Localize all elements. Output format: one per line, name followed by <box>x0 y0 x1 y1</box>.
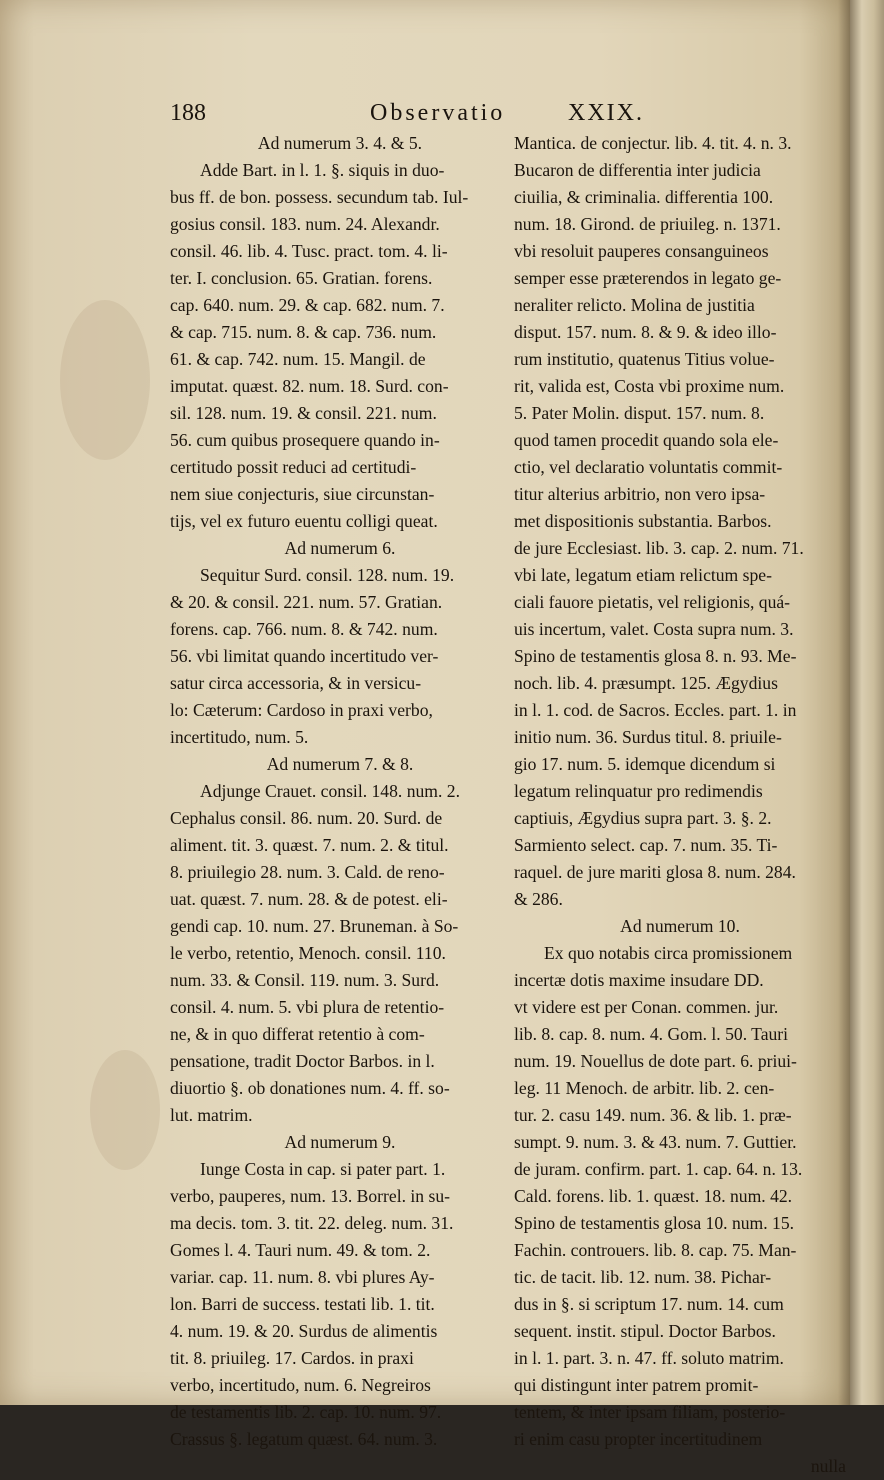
running-title: Observatio <box>370 100 506 126</box>
text-line: noch. lib. 4. præsumpt. 125. Ægydius <box>514 673 778 693</box>
page-number: 188 <box>170 100 206 126</box>
text-line: titur alterius arbitrio, non vero ipsa- <box>514 484 766 504</box>
text-line: captiuis, Ægydius supra part. 3. §. 2. <box>514 808 772 828</box>
text-line: in l. 1. part. 3. n. 47. ff. soluto matrim. <box>514 1348 784 1368</box>
observation-number: XXIX. <box>568 100 644 126</box>
section-heading: Ad numerum 7. & 8. <box>266 754 414 774</box>
text-line: uis incertum, valet. Costa supra num. 3. <box>514 619 794 639</box>
text-line: vbi late, legatum etiam relictum spe- <box>514 565 772 585</box>
text-line: in l. 1. cod. de Sacros. Eccles. part. 1. in <box>514 700 797 720</box>
text-line: quod tamen procedit quando sola ele- <box>514 430 779 450</box>
text-line: tijs, vel ex futuro euentu colligi queat. <box>170 511 438 531</box>
text-line: lo: Cæterum: Cardoso in praxi verbo, <box>170 700 433 720</box>
text-line: Adde Bart. in l. 1. §. siquis in duo- <box>200 160 445 180</box>
catchword: nulla <box>810 1456 846 1476</box>
text-line: 56. vbi limitat quando incertitudo ver- <box>170 646 439 666</box>
text-line: satur circa accessoria, & in versicu- <box>170 673 422 693</box>
text-line: uat. quæst. 7. num. 28. & de potest. eli- <box>170 889 448 909</box>
text-line: ter. I. conclusion. 65. Gratian. forens. <box>170 268 433 288</box>
text-line: ne, & in quo differat retentio à com- <box>170 1024 425 1044</box>
text-line: raquel. de jure mariti glosa 8. num. 284. <box>514 862 796 882</box>
text-line: Sarmiento select. cap. 7. num. 35. Ti- <box>514 835 778 855</box>
text-line: rit, valida est, Costa vbi proxime num. <box>514 376 785 396</box>
text-line: cap. 640. num. 29. & cap. 682. num. 7. <box>170 295 445 315</box>
right-text-column <box>514 130 846 1480</box>
text-line: semper esse præterendos in legato ge- <box>514 268 782 288</box>
text-line: tic. de tacit. lib. 12. num. 38. Pichar- <box>514 1267 772 1287</box>
text-line: & 20. & consil. 221. num. 57. Gratian. <box>170 592 443 612</box>
text-line: de juram. confirm. part. 1. cap. 64. n. 13. <box>514 1159 803 1179</box>
text-line: imputat. quæst. 82. num. 18. Surd. con- <box>170 376 449 396</box>
text-line: de testamentis lib. 2. cap. 10. num. 97. <box>170 1402 442 1422</box>
text-line: forens. cap. 766. num. 8. & 742. num. <box>170 619 438 639</box>
text-line: ctio, vel declaratio voluntatis commit- <box>514 457 783 477</box>
text-line: incertitudo, num. 5. <box>170 727 309 747</box>
text-line: diuortio §. ob donationes num. 4. ff. so- <box>170 1078 450 1098</box>
text-line: verbo, pauperes, num. 13. Borrel. in su- <box>170 1186 450 1206</box>
text-line: Mantica. de conjectur. lib. 4. tit. 4. n. 3. <box>514 133 792 153</box>
facing-page-edge <box>850 0 884 1405</box>
left-text-column <box>170 130 510 1453</box>
text-line: Iunge Costa in cap. si pater part. 1. <box>200 1159 446 1179</box>
text-line: 61. & cap. 742. num. 15. Mangil. de <box>170 349 426 369</box>
text-line: ma decis. tom. 3. tit. 22. deleg. num. 31. <box>170 1213 454 1233</box>
text-line: Cald. forens. lib. 1. quæst. 18. num. 42. <box>514 1186 793 1206</box>
text-line: Gomes l. 4. Tauri num. 49. & tom. 2. <box>170 1240 431 1260</box>
text-line: num. 33. & Consil. 119. num. 3. Surd. <box>170 970 440 990</box>
text-line: 8. priuilegio 28. num. 3. Cald. de reno- <box>170 862 445 882</box>
text-line: neraliter relicto. Molina de justitia <box>514 295 755 315</box>
text-line: consil. 46. lib. 4. Tusc. pract. tom. 4. li- <box>170 241 448 261</box>
text-line: num. 19. Nouellus de dote part. 6. priui- <box>514 1051 797 1071</box>
text-line: tentem, & inter ipsam filiam, posterio- <box>514 1402 786 1422</box>
text-line: tur. 2. casu 149. num. 36. & lib. 1. præ- <box>514 1105 792 1125</box>
text-line: legatum relinquatur pro redimendis <box>514 781 763 801</box>
text-line: Crassus §. legatum quæst. 64. num. 3. <box>170 1429 438 1449</box>
text-line: nem siue conjecturis, siue circunstan- <box>170 484 435 504</box>
section-heading: Ad numerum 3. 4. & 5. <box>257 133 423 153</box>
text-line: le verbo, retentio, Menoch. consil. 110. <box>170 943 446 963</box>
text-line: vt videre est per Conan. commen. jur. <box>514 997 779 1017</box>
text-line: vbi resoluit pauperes consanguineos <box>514 241 769 261</box>
text-line: disput. 157. num. 8. & 9. & ideo illo- <box>514 322 777 342</box>
text-line: lut. matrim. <box>170 1105 253 1125</box>
text-line: Bucaron de differentia inter judicia <box>514 160 761 180</box>
text-line: Cephalus consil. 86. num. 20. Surd. de <box>170 808 443 828</box>
text-line: Ex quo notabis circa promissionem <box>544 943 793 963</box>
text-line: de jure Ecclesiast. lib. 3. cap. 2. num. 71. <box>514 538 804 558</box>
text-line: leg. 11 Menoch. de arbitr. lib. 2. cen- <box>514 1078 775 1098</box>
text-line: lib. 8. cap. 8. num. 4. Gom. l. 50. Tauri <box>514 1024 789 1044</box>
text-line: incertæ dotis maxime insudare DD. <box>514 970 764 990</box>
text-line: aliment. tit. 3. quæst. 7. num. 2. & titul. <box>170 835 449 855</box>
paper-stain <box>60 300 150 460</box>
text-line: sequent. instit. stipul. Doctor Barbos. <box>514 1321 776 1341</box>
paper-stain <box>90 1050 160 1170</box>
section-heading: Ad numerum 10. <box>620 916 740 936</box>
text-line: consil. 4. num. 5. vbi plura de retentio- <box>170 997 445 1017</box>
text-line: gendi cap. 10. num. 27. Bruneman. à So- <box>170 916 459 936</box>
text-line: gosius consil. 183. num. 24. Alexandr. <box>170 214 440 234</box>
text-line: 4. num. 19. & 20. Surdus de alimentis <box>170 1321 438 1341</box>
text-line: tit. 8. priuileg. 17. Cardos. in praxi <box>170 1348 414 1368</box>
text-line: variar. cap. 11. num. 8. vbi plures Ay- <box>170 1267 435 1287</box>
text-line: verbo, incertitudo, num. 6. Negreiros <box>170 1375 431 1395</box>
text-line: dus in §. si scriptum 17. num. 14. cum <box>514 1294 784 1314</box>
text-line: & 286. <box>514 889 563 909</box>
text-line: ciuilia, & criminalia. differentia 100. <box>514 187 774 207</box>
text-line: rum institutio, quatenus Titius volue- <box>514 349 775 369</box>
text-line: qui distingunt inter patrem promit- <box>514 1375 759 1395</box>
text-line: ciali fauore pietatis, vel religionis, quá- <box>514 592 791 612</box>
text-line: Sequitur Surd. consil. 128. num. 19. <box>200 565 455 585</box>
text-line: gio 17. num. 5. idemque dicendum si <box>514 754 776 774</box>
text-line: lon. Barri de success. testati lib. 1. tit. <box>170 1294 435 1314</box>
text-line: certitudo possit reduci ad certitudi- <box>170 457 417 477</box>
text-line: num. 18. Girond. de priuileg. n. 1371. <box>514 214 781 234</box>
text-line: sumpt. 9. num. 3. & 43. num. 7. Guttier. <box>514 1132 797 1152</box>
text-line: met dispositionis substantia. Barbos. <box>514 511 772 531</box>
section-heading: Ad numerum 6. <box>284 538 396 558</box>
text-line: 5. Pater Molin. disput. 157. num. 8. <box>514 403 765 423</box>
text-line: sil. 128. num. 19. & consil. 221. num. <box>170 403 437 423</box>
text-line: pensatione, tradit Doctor Barbos. in l. <box>170 1051 435 1071</box>
text-line: Spino de testamentis glosa 10. num. 15. <box>514 1213 795 1233</box>
text-line: 56. cum quibus prosequere quando in- <box>170 430 440 450</box>
text-line: initio num. 36. Surdus titul. 8. priuile- <box>514 727 782 747</box>
text-line: Adjunge Crauet. consil. 148. num. 2. <box>200 781 460 801</box>
text-line: bus ff. de bon. possess. secundum tab. Iul- <box>170 187 469 207</box>
text-line: Spino de testamentis glosa 8. n. 93. Me- <box>514 646 797 666</box>
text-line: ri enim casu propter incertitudinem <box>514 1429 763 1449</box>
section-heading: Ad numerum 9. <box>284 1132 396 1152</box>
text-line: & cap. 715. num. 8. & cap. 736. num. <box>170 322 437 342</box>
text-line: Fachin. controuers. lib. 8. cap. 75. Man- <box>514 1240 797 1260</box>
